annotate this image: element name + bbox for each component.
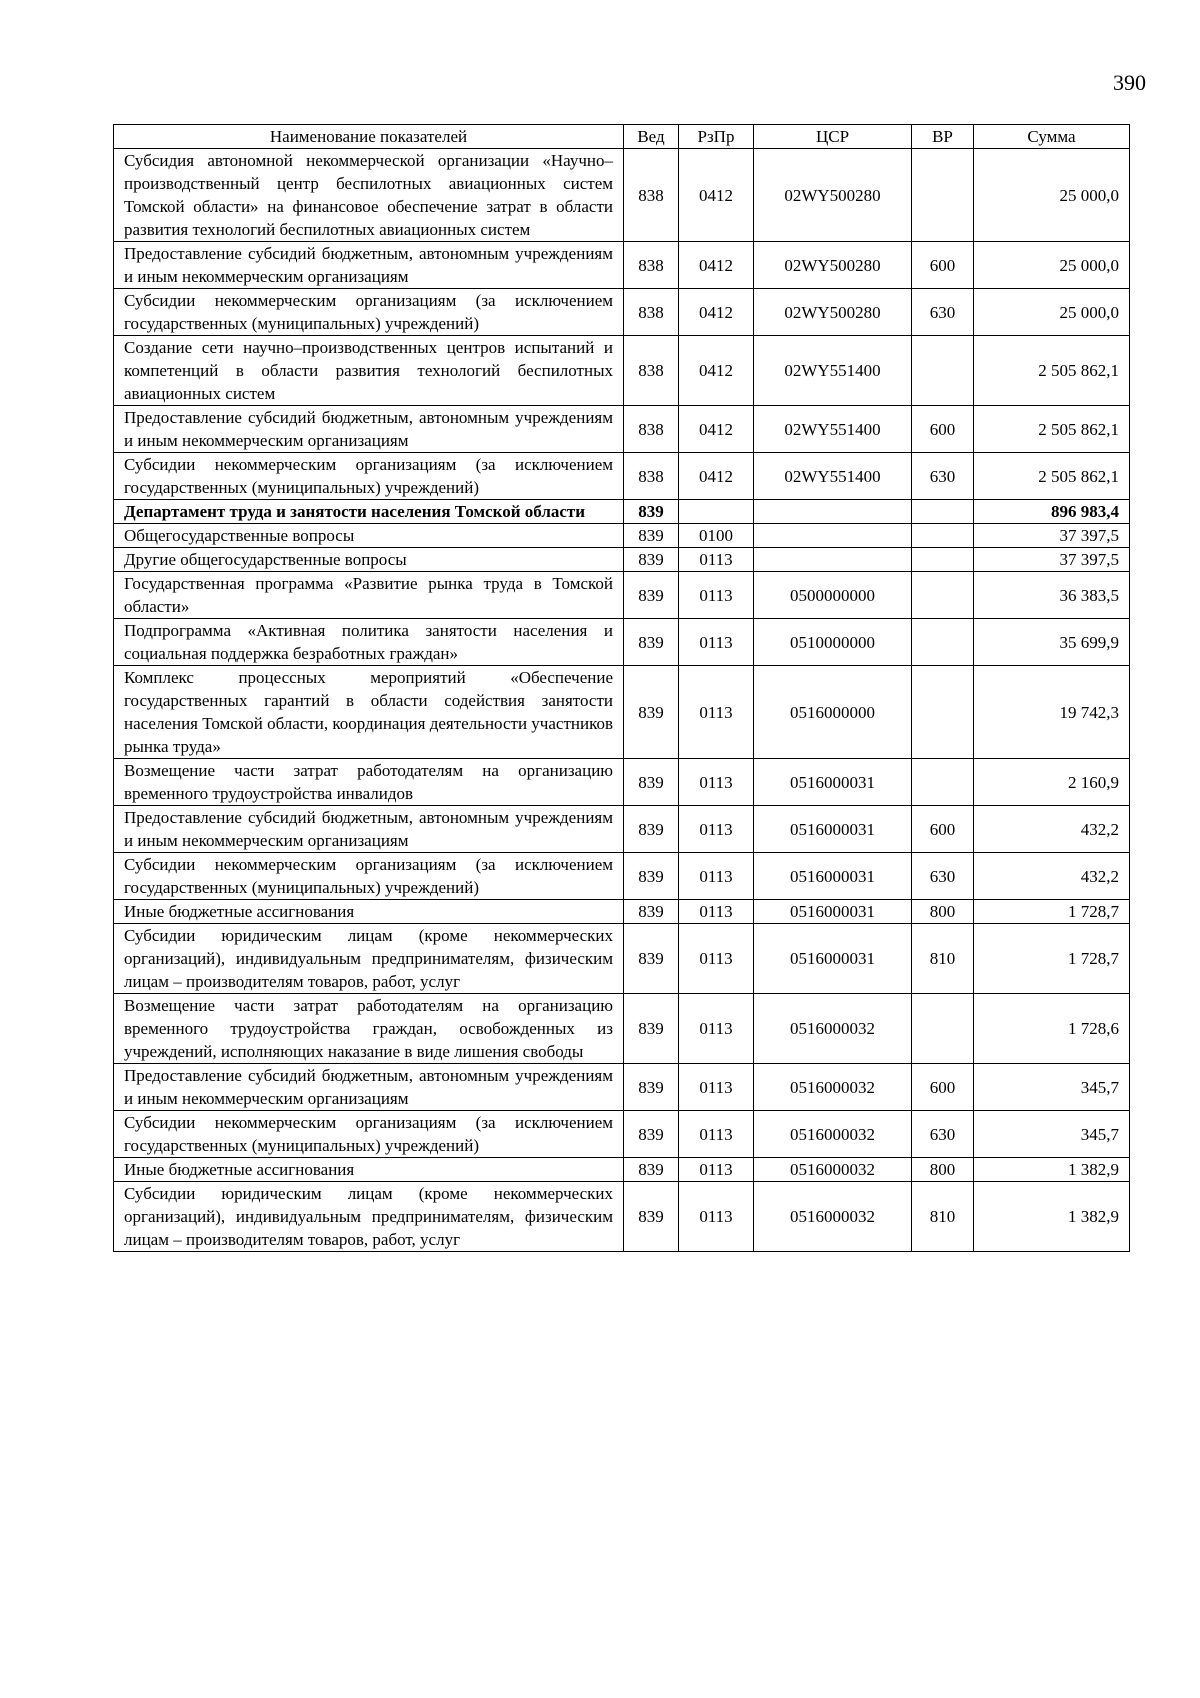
cell-ved: 838 (624, 453, 679, 500)
cell-csr (754, 500, 912, 524)
table-row (114, 619, 1130, 666)
cell-ved: 839 (624, 994, 679, 1064)
cell-csr: 0516000032 (754, 1111, 912, 1158)
cell-csr: 0516000032 (754, 1158, 912, 1182)
cell-name: Общегосударственные вопросы (114, 524, 624, 548)
table-row (114, 289, 1130, 336)
header-name: Наименование показателей (114, 125, 624, 149)
cell-name: Субсидии некоммерческим организациям (за исключением государственных (муниципальных) учреждений) (114, 1111, 624, 1158)
cell-ved: 838 (624, 336, 679, 406)
cell-vr: 630 (912, 853, 974, 900)
cell-rzpr: 0113 (679, 572, 754, 619)
cell-rzpr: 0412 (679, 453, 754, 500)
table-row (114, 524, 1130, 548)
cell-name: Иные бюджетные ассигнования (114, 1158, 624, 1182)
cell-rzpr: 0113 (679, 1064, 754, 1111)
cell-rzpr: 0113 (679, 924, 754, 994)
header-sum: Сумма (974, 125, 1130, 149)
cell-vr (912, 524, 974, 548)
cell-name: Субсидии юридическим лицам (кроме некоммерческих организаций), индивидуальным предпринимателям, физическим лицам – производителям товаров, работ, услуг (114, 924, 624, 994)
cell-name: Субсидии некоммерческим организациям (за исключением государственных (муниципальных) учреждений) (114, 853, 624, 900)
table-row (114, 1158, 1130, 1182)
cell-rzpr: 0412 (679, 242, 754, 289)
page-number: 390 (1113, 70, 1146, 95)
cell-vr: 600 (912, 406, 974, 453)
cell-csr: 0516000000 (754, 666, 912, 759)
cell-rzpr: 0113 (679, 1182, 754, 1252)
cell-ved: 839 (624, 1158, 679, 1182)
cell-vr: 630 (912, 289, 974, 336)
cell-ved: 839 (624, 1064, 679, 1111)
cell-sum: 2 505 862,1 (974, 453, 1130, 500)
cell-ved: 839 (624, 619, 679, 666)
cell-rzpr: 0113 (679, 548, 754, 572)
table-row (114, 548, 1130, 572)
cell-csr (754, 524, 912, 548)
cell-name: Предоставление субсидий бюджетным, автономным учреждениям и иным некоммерческим организациям (114, 406, 624, 453)
header-vr: ВР (912, 125, 974, 149)
cell-vr: 600 (912, 806, 974, 853)
cell-sum: 2 160,9 (974, 759, 1130, 806)
cell-vr: 600 (912, 242, 974, 289)
cell-sum: 37 397,5 (974, 548, 1130, 572)
table-row (114, 994, 1130, 1064)
cell-vr: 800 (912, 1158, 974, 1182)
cell-ved: 838 (624, 406, 679, 453)
cell-csr: 02WY551400 (754, 406, 912, 453)
cell-sum: 25 000,0 (974, 242, 1130, 289)
cell-vr (912, 336, 974, 406)
table-row (114, 759, 1130, 806)
cell-vr (912, 548, 974, 572)
cell-name: Предоставление субсидий бюджетным, автономным учреждениям и иным некоммерческим организациям (114, 1064, 624, 1111)
cell-vr (912, 759, 974, 806)
cell-sum: 37 397,5 (974, 524, 1130, 548)
table-row (114, 242, 1130, 289)
cell-rzpr: 0113 (679, 994, 754, 1064)
cell-csr: 0516000031 (754, 806, 912, 853)
cell-name: Комплекс процессных мероприятий «Обеспечение государственных гарантий в области содействия занятости населения Томской области, координация деятельности участников рынка труда» (114, 666, 624, 759)
cell-ved: 839 (624, 572, 679, 619)
cell-csr: 0516000032 (754, 1064, 912, 1111)
table-row (114, 572, 1130, 619)
header-rzpr: РзПр (679, 125, 754, 149)
cell-csr: 0516000031 (754, 853, 912, 900)
table-row (114, 453, 1130, 500)
table-row (114, 500, 1130, 524)
cell-name: Субсидии некоммерческим организациям (за исключением государственных (муниципальных) учреждений) (114, 453, 624, 500)
table-row (114, 406, 1130, 453)
cell-name: Подпрограмма «Активная политика занятости населения и социальная поддержка безработных граждан» (114, 619, 624, 666)
cell-vr: 630 (912, 453, 974, 500)
cell-ved: 839 (624, 548, 679, 572)
cell-ved: 839 (624, 759, 679, 806)
cell-name: Предоставление субсидий бюджетным, автономным учреждениям и иным некоммерческим организациям (114, 242, 624, 289)
cell-csr: 02WY500280 (754, 242, 912, 289)
table-row (114, 853, 1130, 900)
cell-rzpr: 0113 (679, 759, 754, 806)
cell-sum: 1 728,7 (974, 924, 1130, 994)
cell-sum: 1 382,9 (974, 1182, 1130, 1252)
cell-name: Государственная программа «Развитие рынка труда в Томской области» (114, 572, 624, 619)
cell-name: Предоставление субсидий бюджетным, автономным учреждениям и иным некоммерческим организациям (114, 806, 624, 853)
cell-vr (912, 500, 974, 524)
cell-rzpr: 0113 (679, 853, 754, 900)
cell-name: Департамент труда и занятости населения Томской области (114, 500, 624, 524)
cell-ved: 839 (624, 1182, 679, 1252)
cell-csr: 0516000032 (754, 994, 912, 1064)
cell-sum: 2 505 862,1 (974, 336, 1130, 406)
cell-vr (912, 994, 974, 1064)
cell-name: Создание сети научно–производственных центров испытаний и компетенций в области развития технологий беспилотных авиационных систем (114, 336, 624, 406)
cell-ved: 839 (624, 924, 679, 994)
cell-sum: 19 742,3 (974, 666, 1130, 759)
cell-csr: 02WY551400 (754, 453, 912, 500)
cell-csr: 02WY500280 (754, 289, 912, 336)
cell-ved: 839 (624, 1111, 679, 1158)
cell-vr: 810 (912, 1182, 974, 1252)
cell-sum: 432,2 (974, 806, 1130, 853)
table-row (114, 900, 1130, 924)
cell-vr (912, 619, 974, 666)
cell-rzpr: 0412 (679, 406, 754, 453)
table-row (114, 1182, 1130, 1252)
cell-ved: 839 (624, 806, 679, 853)
cell-ved: 839 (624, 524, 679, 548)
table-row (114, 336, 1130, 406)
cell-rzpr: 0412 (679, 149, 754, 242)
cell-sum: 345,7 (974, 1064, 1130, 1111)
cell-csr (754, 548, 912, 572)
cell-sum: 25 000,0 (974, 149, 1130, 242)
cell-sum: 1 728,7 (974, 900, 1130, 924)
table-body (114, 149, 1130, 1252)
table-row (114, 149, 1130, 242)
cell-csr: 02WY500280 (754, 149, 912, 242)
cell-csr: 0516000031 (754, 759, 912, 806)
cell-sum: 432,2 (974, 853, 1130, 900)
cell-name: Субсидии некоммерческим организациям (за исключением государственных (муниципальных) учреждений) (114, 289, 624, 336)
cell-name: Иные бюджетные ассигнования (114, 900, 624, 924)
cell-sum: 25 000,0 (974, 289, 1130, 336)
cell-csr: 0516000032 (754, 1182, 912, 1252)
cell-ved: 839 (624, 500, 679, 524)
cell-sum: 1 728,6 (974, 994, 1130, 1064)
table-header-row (114, 125, 1130, 149)
budget-table (113, 124, 1130, 1252)
cell-rzpr: 0100 (679, 524, 754, 548)
cell-name: Возмещение части затрат работодателям на организацию временного трудоустройства инвалидов (114, 759, 624, 806)
cell-rzpr: 0113 (679, 1158, 754, 1182)
cell-rzpr: 0412 (679, 289, 754, 336)
cell-name: Субсидия автономной некоммерческой организации «Научно–производственный центр беспилотных авиационных систем Томской области» на финансовое обеспечение затрат в области развития технологий беспилотных авиационных систем (114, 149, 624, 242)
cell-vr (912, 149, 974, 242)
cell-rzpr: 0113 (679, 806, 754, 853)
cell-ved: 839 (624, 900, 679, 924)
table-row (114, 806, 1130, 853)
cell-vr: 810 (912, 924, 974, 994)
cell-name: Субсидии юридическим лицам (кроме некоммерческих организаций), индивидуальным предпринимателям, физическим лицам – производителям товаров, работ, услуг (114, 1182, 624, 1252)
table-row (114, 1111, 1130, 1158)
cell-sum: 35 699,9 (974, 619, 1130, 666)
cell-rzpr: 0113 (679, 619, 754, 666)
cell-vr (912, 572, 974, 619)
cell-csr: 02WY551400 (754, 336, 912, 406)
cell-name: Другие общегосударственные вопросы (114, 548, 624, 572)
cell-rzpr: 0412 (679, 336, 754, 406)
cell-ved: 838 (624, 289, 679, 336)
cell-csr: 0510000000 (754, 619, 912, 666)
header-csr: ЦСР (754, 125, 912, 149)
cell-ved: 839 (624, 666, 679, 759)
table-row (114, 1064, 1130, 1111)
cell-csr: 0500000000 (754, 572, 912, 619)
cell-rzpr: 0113 (679, 1111, 754, 1158)
cell-ved: 838 (624, 242, 679, 289)
cell-vr (912, 666, 974, 759)
cell-rzpr: 0113 (679, 900, 754, 924)
cell-sum: 345,7 (974, 1111, 1130, 1158)
cell-csr: 0516000031 (754, 924, 912, 994)
cell-sum: 36 383,5 (974, 572, 1130, 619)
cell-sum: 2 505 862,1 (974, 406, 1130, 453)
cell-rzpr: 0113 (679, 666, 754, 759)
table-row (114, 666, 1130, 759)
cell-ved: 839 (624, 853, 679, 900)
cell-sum: 1 382,9 (974, 1158, 1130, 1182)
cell-ved: 838 (624, 149, 679, 242)
cell-vr: 630 (912, 1111, 974, 1158)
cell-vr: 600 (912, 1064, 974, 1111)
cell-vr: 800 (912, 900, 974, 924)
table-row (114, 924, 1130, 994)
cell-name: Возмещение части затрат работодателям на организацию временного трудоустройства граждан, освобожденных из учреждений, исполняющих наказание в виде лишения свободы (114, 994, 624, 1064)
cell-sum: 896 983,4 (974, 500, 1130, 524)
cell-csr: 0516000031 (754, 900, 912, 924)
cell-rzpr (679, 500, 754, 524)
header-ved: Вед (624, 125, 679, 149)
